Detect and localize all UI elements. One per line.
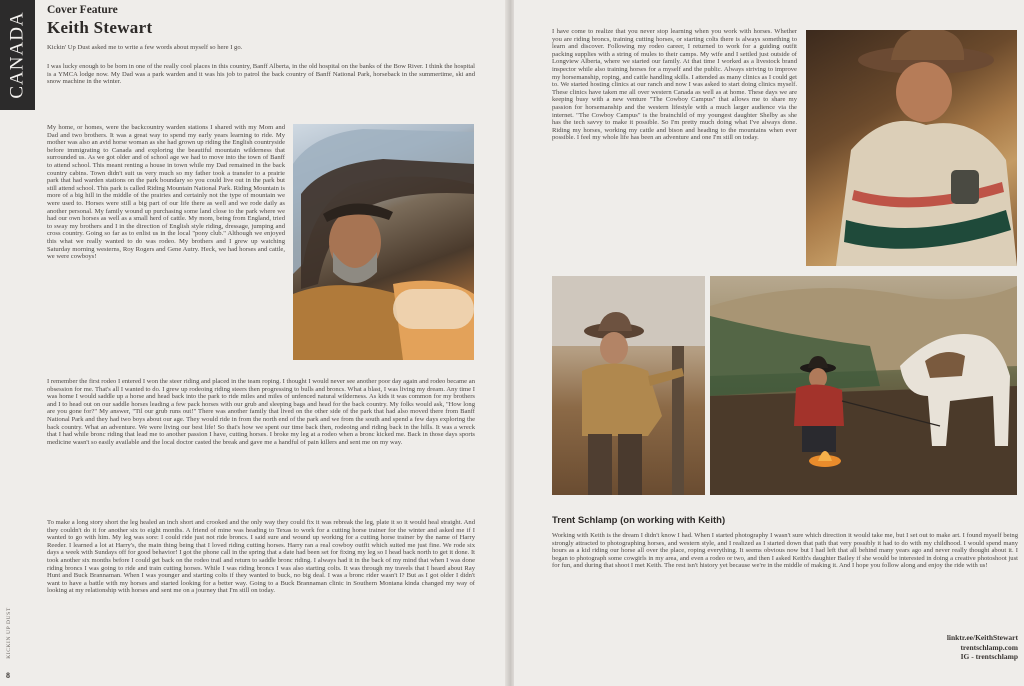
paragraph-cutting-horses: To make a long story short the leg healed an inch short and crooked and the only way they could fix it was rebreak the leg, plate it so it would heal straight. And they couldn't do it for another six to eight months. A friend of mine was heading to Texas to work for a cutting horse trainer for the winter and asked me if I wanted to go with him. My leg was sore: I could ride just not ride broncs. I said sure and wound up working for a cutting horse trainer by the name of Harry Reeder. I learned a lot at Harry's, the main thing being that I loved riding cutting horses. Harry ran a real cowboy outfit which suited me just fine. We rode six days a week with Sundays off for good behavior! I got the phone call in the spring that a date had been set for fixing my leg so I head back north to get it done. It took another six months before I could get back on the rodeo trail and return to saddle bronc riding. I always had it in the back of my mind that when I was done riding broncs I was going to ride and train cutting horses. While I was riding broncs I was also starting colts. It was through my travels that I heard about Ray Hunt and Buck Brannaman. When I was younger and starting colts if they wanted to buck, no big deal. I was a bronc rider wasn't I? But as I got older I didn't want to have a battle with my horses and started looking for a better way. Going to a Buck Brannaman clinic in Southern Montana kinda changed my way of looking at my relationship with horses and sent me on a journey that I'm still on today.	[47, 519, 475, 595]
sidebar-subheading: Trent Schlamp (on working with Keith)	[552, 515, 726, 526]
website-link[interactable]: trentschlamp.com	[960, 642, 1018, 652]
paragraph-trent: Working with Keith is the dream I didn't know I had. When I started photography I wasn't sure which direction it would take me, but I set out to make art. I found myself being strongly attracted to photographing horses, and western style, and I realized as I started down that path that very possibly it had to do with my childhood. I would spend many hours as a kid riding our horse all over the place, roping everything. It seems obvious now but I had left that all behind many years ago and never really thought about it. I began to photograph some cowgirls in my area, and even a rodeo or two, and then I asked Keith's daughter Bailey if she would be interested in doing a creative photoshoot just for fun, and during that shoot I met Keith. The rest isn't history yet because we're in the middle of making it. And I hope you follow along and enjoy the ride with us!	[552, 532, 1018, 570]
truck-portrait-photo	[293, 124, 474, 360]
left-page	[0, 0, 508, 686]
cowboy-blanket-photo	[806, 30, 1017, 266]
intro-line: Kickin' Up Dust asked me to write a few words about myself so here I go.	[47, 44, 243, 51]
instagram-link[interactable]: IG - trentschlamp	[960, 652, 1018, 661]
country-tab	[0, 0, 35, 110]
cowboy-blanket-illustration	[806, 30, 1017, 266]
paragraph-rodeo: I remember the first rodeo I entered I won the steer riding and placed in the team roping. I thought I would never see another poor day again and rodeo became an obsession for me. That's all I wanted to do. I grew up rodeoing riding steers then progressing to bulls and broncs. What a blast, I was living my dream. Any time I was home I would saddle up a horse and head back into the park to ride miles and miles of unfenced natural wilderness. As kids it was common for my brothers and I to head out on our saddle horses leading a few pack horses with our grub and sleeping bags and head for the back country. My folks would ask, "How long are you gone for?" My answer, "Til our grub runs out!" There was another family that lived on the other side of the park that had also moved there from Banff National Park and they had two boys about our age. They would ride in from the north end of the park and we from the south and spend a few days exploring the back country. What an adventure. We were living our best life! So that's how we spent our time back then, rodeoing and riding back in the hills. It was a wreck that I had while bronc riding that lead me to another passion I have, cutting horses. I broke my leg at a rodeo when a bronc kicked me. Back in those days sports medicine wasn't so easily available and the local doctor casted the break and gave me a handful of pain killers and sent me on my way.	[47, 378, 475, 446]
page-number: 8	[6, 671, 10, 680]
paragraph-birth: I was lucky enough to be born in one of the really cool places in this country, Banff Alberta, in the old hospital on the banks of the Bow River. I think the hospital is a YMCA lodge now. My Dad was a park warden and it was his job to patrol the back country of Banff National Park, horseback in the summertime, ski and snow machine in the winter.	[47, 63, 475, 86]
cowboy-fence-photo	[552, 276, 705, 495]
campfire-horse-illustration	[710, 276, 1017, 495]
linktree-link[interactable]: linktr.ee/KeithStewart	[946, 633, 1018, 642]
section-label: Cover Feature	[47, 4, 118, 16]
running-head-vertical	[4, 598, 14, 668]
paragraph-home: My home, or homes, were the backcountry warden stations I shared with my Mom and Dad and two brothers. It was a great way to spend my early years learning to ride. My mother was also an avid horse woman as she had grown up riding the English countryside before immigrating to Canada and exploring the beautiful mountain wilderness that surrounded us. As we got older and of school age we had to move into the town of Banff to attend school. This meant renting a house in town while my Dad remained in the back country cabins. Town didn't suit us very much so my father took a transfer to a prairie park that had warden stations on the park boundary so you could live out in the park but still attend school. This park is called Riding Mountain National Park. Riding Mountain is more of a big hill in the middle of the prairies and certainly not the type of mountain we were used to. Horses were still a big part of our life there as well and we rode daily as another personal. My family wound up purchasing some land close to the park where we had our own horses as well as a small herd of cattle. My mom, being from England, tried to sway my brothers and I in the direction of English style riding, dressage, jumping and cross country. Going so far as to enlist us in the local "pony club." Although we enjoyed this what we really wanted to do was rodeo. My brothers and I grew up watching Saturday morning westerns, Roy Rogers and Gene Autry. Heck, we had horses and cattle, we were cowboys!	[47, 124, 285, 261]
contact-links	[880, 633, 1018, 662]
running-head-label: KICKIN UP DUST	[6, 607, 12, 659]
truck-portrait-illustration	[293, 124, 474, 360]
paragraph-learning: I have come to realize that you never stop learning when you work with horses. Whether you are riding broncs, training cutting horses, or starting colts there is always something to learn and discover. Following my rodeo career, I returned to work for a guiding outfit packing supplies with a string of mules to their camps. My wife and I settled just outside of Longview Alberta, where we started our family. At that time I worked as a livestock brand inspector while also training horses for a myself and the public. Always striving to improve my horsemanship, roping, and cattle handling skills. I attended as many clinics as I could get to. We started hosting clinics at our ranch and now I was asked to start doing clinics myself. These clinics have taken me all over western Canada as well as at home. These days we are keeping busy with a new venture "The Cowboy Campus" that allows me to share my passion for horsemanship and the western lifestyle with a much larger audience via the internet. "The Cowboy Campus" is the brainchild of my youngest daughter Shelby as she has the tech savvy to make it possible. So I'm pretty much doing what I've always done. Riding my horses, working my cattle and bison and heading to the mountains when ever possible. I feel my whole life has been an adventure and one I'm still on today.	[552, 28, 797, 142]
cowboy-fence-illustration	[552, 276, 705, 495]
country-tab-label: CANADA	[6, 11, 28, 99]
campfire-horse-photo	[710, 276, 1017, 495]
article-headline: Keith Stewart	[47, 18, 153, 37]
